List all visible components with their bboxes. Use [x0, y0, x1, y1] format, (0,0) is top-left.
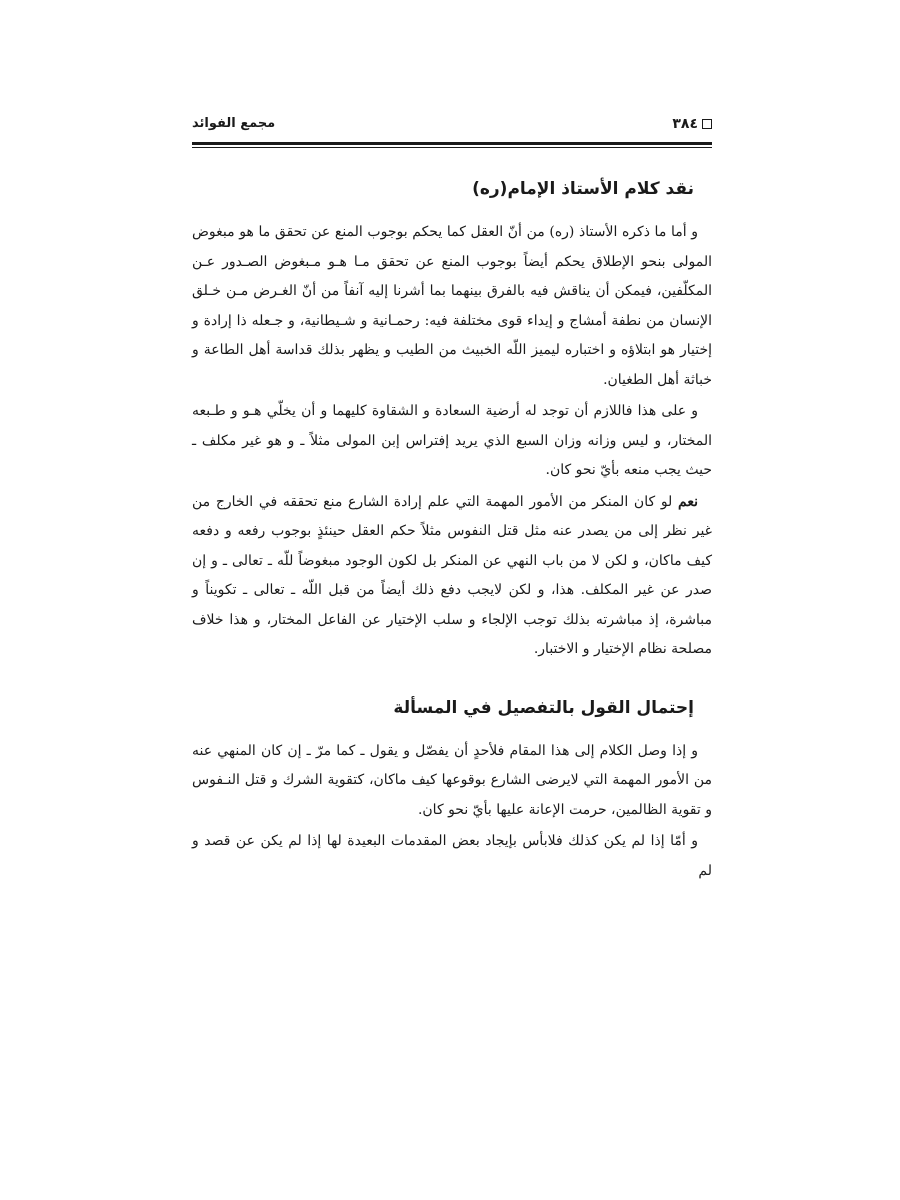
- paragraph-3-text: لو كان المنكر من الأمور المهمة التي علم إرادة الشارع منع تحققه في الخارج من غير نظر إلى من يصدر عنه مثل قتل النفوس مثلاً حكم العقل حينئذٍ بوجوب رفعه و دفعه كيف ماكان، و لكن لا من باب النهي عن المنكر بل لكون الوجود مبغوضاً للّه ـ تعالى ـ و إن صدر عن غير المكلف. هذا، و لكن لايجب دفع ذلك أيضاً من قبل اللّه ـ تعالى ـ تكويناً و مباشرة، إذ مباشرته بذلك توجب الإلجاء و سلب الإختيار عن الفاعل المختار، و هذا خلاف مصلحة نظام الإختيار و الاختبار.: [192, 493, 712, 657]
- page-number-group: [672, 116, 712, 132]
- paragraph-3: [192, 488, 712, 665]
- paragraph-5: و أمّا إذا لم يكن كذلك فلابأس بإيجاد بعض المقدمات البعيدة لها إذا لم يكن عن قصد و لم: [192, 833, 712, 879]
- header-rule-thin: [192, 147, 712, 148]
- running-head: [192, 116, 712, 140]
- emphasis-word: نعم: [678, 493, 698, 510]
- paragraph-4: و إذا وصل الكلام إلى هذا المقام فلأحدٍ أن يفصّل و يقول ـ كما مرّ ـ إن كان المنهي عنه من الأمور المهمة التي لايرضى الشارع بوقوعها كيف ماكان، كتقوية الشرك و قتل النـفوس و تقوية الظالمين، حرمت الإعانة عليها بأيّ نحو كان.: [192, 742, 712, 818]
- page-body: [192, 172, 712, 888]
- paragraph-2: و على هذا فاللازم أن توجد له أرضية السعادة و الشقاوة كليهما و أن يخلّي هـو و طـبعه المختار، و ليس وزانه وزان السبع الذي يريد إفتراس إبن المولى مثلاً ـ و هو غير مكلف ـ حيث يجب منعه بأيّ نحو كان.: [192, 403, 712, 478]
- section-heading-detail: إحتمال القول بالتفصيل في المسألة: [393, 697, 694, 718]
- page-number: ٣٨٤: [672, 116, 698, 132]
- header-rule-thick: [192, 142, 712, 145]
- book-title: مجمع الفوائد: [192, 116, 276, 131]
- paragraph-1: و أما ما ذكره الأستاذ (ره) من أنّ العقل كما يحكم بوجوب المنع عن تحقق ما هو مبغوض المولى بنحو الإطلاق يحكم أيضاً بوجوب المنع عن تحقق مـا هـو مـبغوض الصـدور عـن المكلّفين، فيمكن أن يناقش فيه بالفرق بينهما بما أشرنا إليه آنفاً من أنّ الغـرض مـن خـلق الإنسان من نطفة أمشاج و إيداء قوى مختلفة فيه: رحمـانية و شـيطانية، و جـعله ذا إرادة و إختيار هو ابتلاؤه و اختباره ليميز اللّه الخبيث من الطيب و يظهر بذلك قداسة أهل الطاعة و خباثة أهل الطغيان.: [192, 224, 712, 388]
- square-bullet-icon: [702, 119, 712, 129]
- section-heading-critique: نقد كلام الأستاذ الإمام(ره): [472, 179, 694, 199]
